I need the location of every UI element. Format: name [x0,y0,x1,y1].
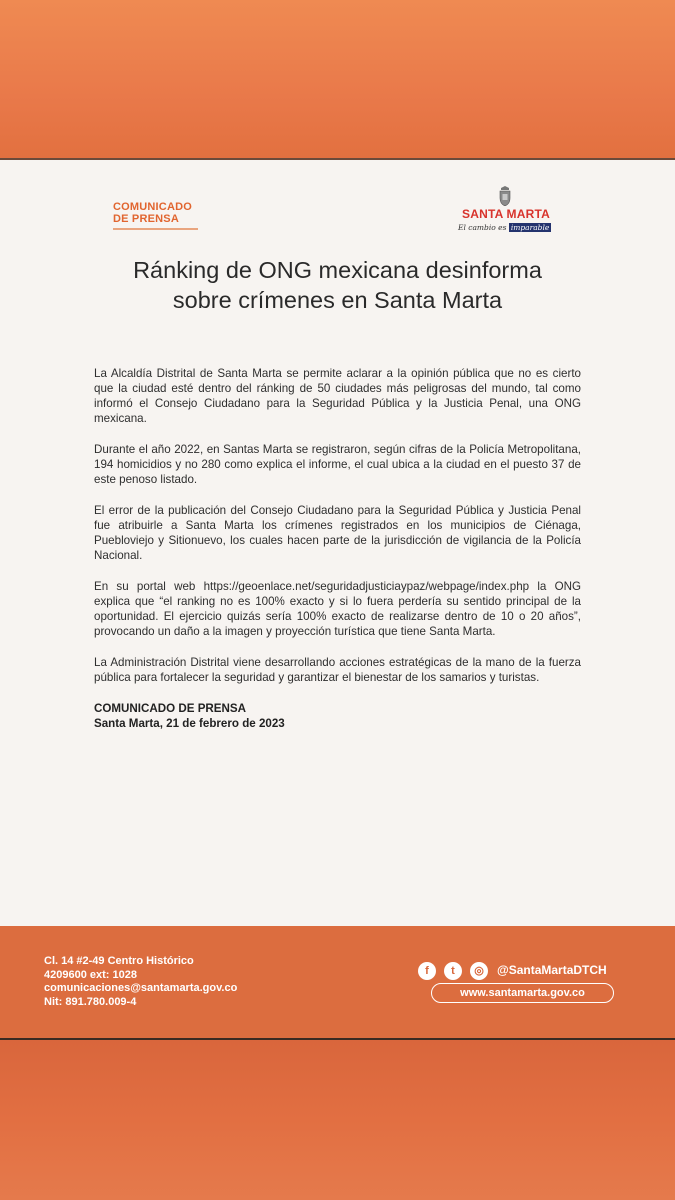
social-handle: @SantaMartaDTCH [497,963,607,977]
sheet-bottom-edge [0,1038,675,1040]
headline-line1: Ránking de ONG mexicana desinforma [133,257,542,283]
signature-title: COMUNICADO DE PRENSA [94,702,247,715]
background-top [0,0,675,160]
headline [60,255,615,315]
paragraph: La Administración Distrital viene desarrollando acciones estratégicas de la mano de la fuerza pública para fortalecer la seguridad y garantizar el bienestar de los samarios y turistas. [94,656,581,684]
paragraph: Durante el año 2022, en Santas Marta se registraron, según cifras de la Policía Metropolitana, 194 homicidios y no 280 como explica el informe, el cual ubica a la ciudad en el puesto 37 de este penoso listado. [94,443,581,486]
footer-contact [44,955,344,1009]
press-release-body [94,366,581,731]
comunicado-underline [113,228,198,230]
logo-slogan [458,223,556,232]
background-bottom [0,1040,675,1200]
headline-line2: sobre crímenes en Santa Marta [172,287,503,313]
footer-email: comunicaciones@santamarta.gov.co [44,982,238,994]
signature [94,701,581,731]
instagram-icon: ◎ [470,962,488,980]
facebook-icon: f [418,962,436,980]
website-link: www.santamarta.gov.co [431,983,614,1003]
logo-slogan-highlight: imparable [510,223,550,232]
comunicado-label [113,201,208,225]
paragraph: En su portal web https://geoenlace.net/seguridadjusticiaypaz/webpage/index.php la ONG explica que “el ranking no es 100% exacto y si lo fuera perdería su sentido principal de la oportunidad. El ejercicio quizás sería 100% exacto de realizarse dentro de 10 o 20 años”, provocando un daño a la imagen y proyección turística que tiene Santa Marta. [94,580,581,638]
signature-date: Santa Marta, 21 de febrero de 2023 [94,717,285,730]
footer-address: Cl. 14 #2-49 Centro Histórico [44,955,194,967]
comunicado-label-line1: COMUNICADO [113,201,192,213]
comunicado-label-line2: DE PRENSA [113,213,179,225]
logo-slogan-prefix: El cambio es [458,223,507,232]
paragraph: El error de la publicación del Consejo Ciudadano para la Seguridad Pública y Justicia Penal fue atribuirle a Santa Marta los crímenes registrados en los municipios de Ciénaga, Puebloviejo y Sitionuevo, los cuales hacen parte de la jurisdicción de vigilancia de la Policía Nacional. [94,504,581,562]
paragraph: La Alcaldía Distrital de Santa Marta se permite aclarar a la opinión pública que no es cierto que la ciudad esté dentro del ránking de 50 ciudades más peligrosas del mundo, tal como informó el Consejo Ciudadano para la Seguridad Pública y la Justicia Penal, una ONG mexicana. [94,367,581,425]
crest-icon [498,186,512,206]
social-links [418,962,638,982]
footer-phone: 4209600 ext: 1028 [44,968,137,981]
twitter-icon: t [444,962,462,980]
santa-marta-logo [456,186,556,236]
logo-name: SANTA MARTA [462,207,550,221]
footer-nit: Nit: 891.780.009-4 [44,995,137,1008]
